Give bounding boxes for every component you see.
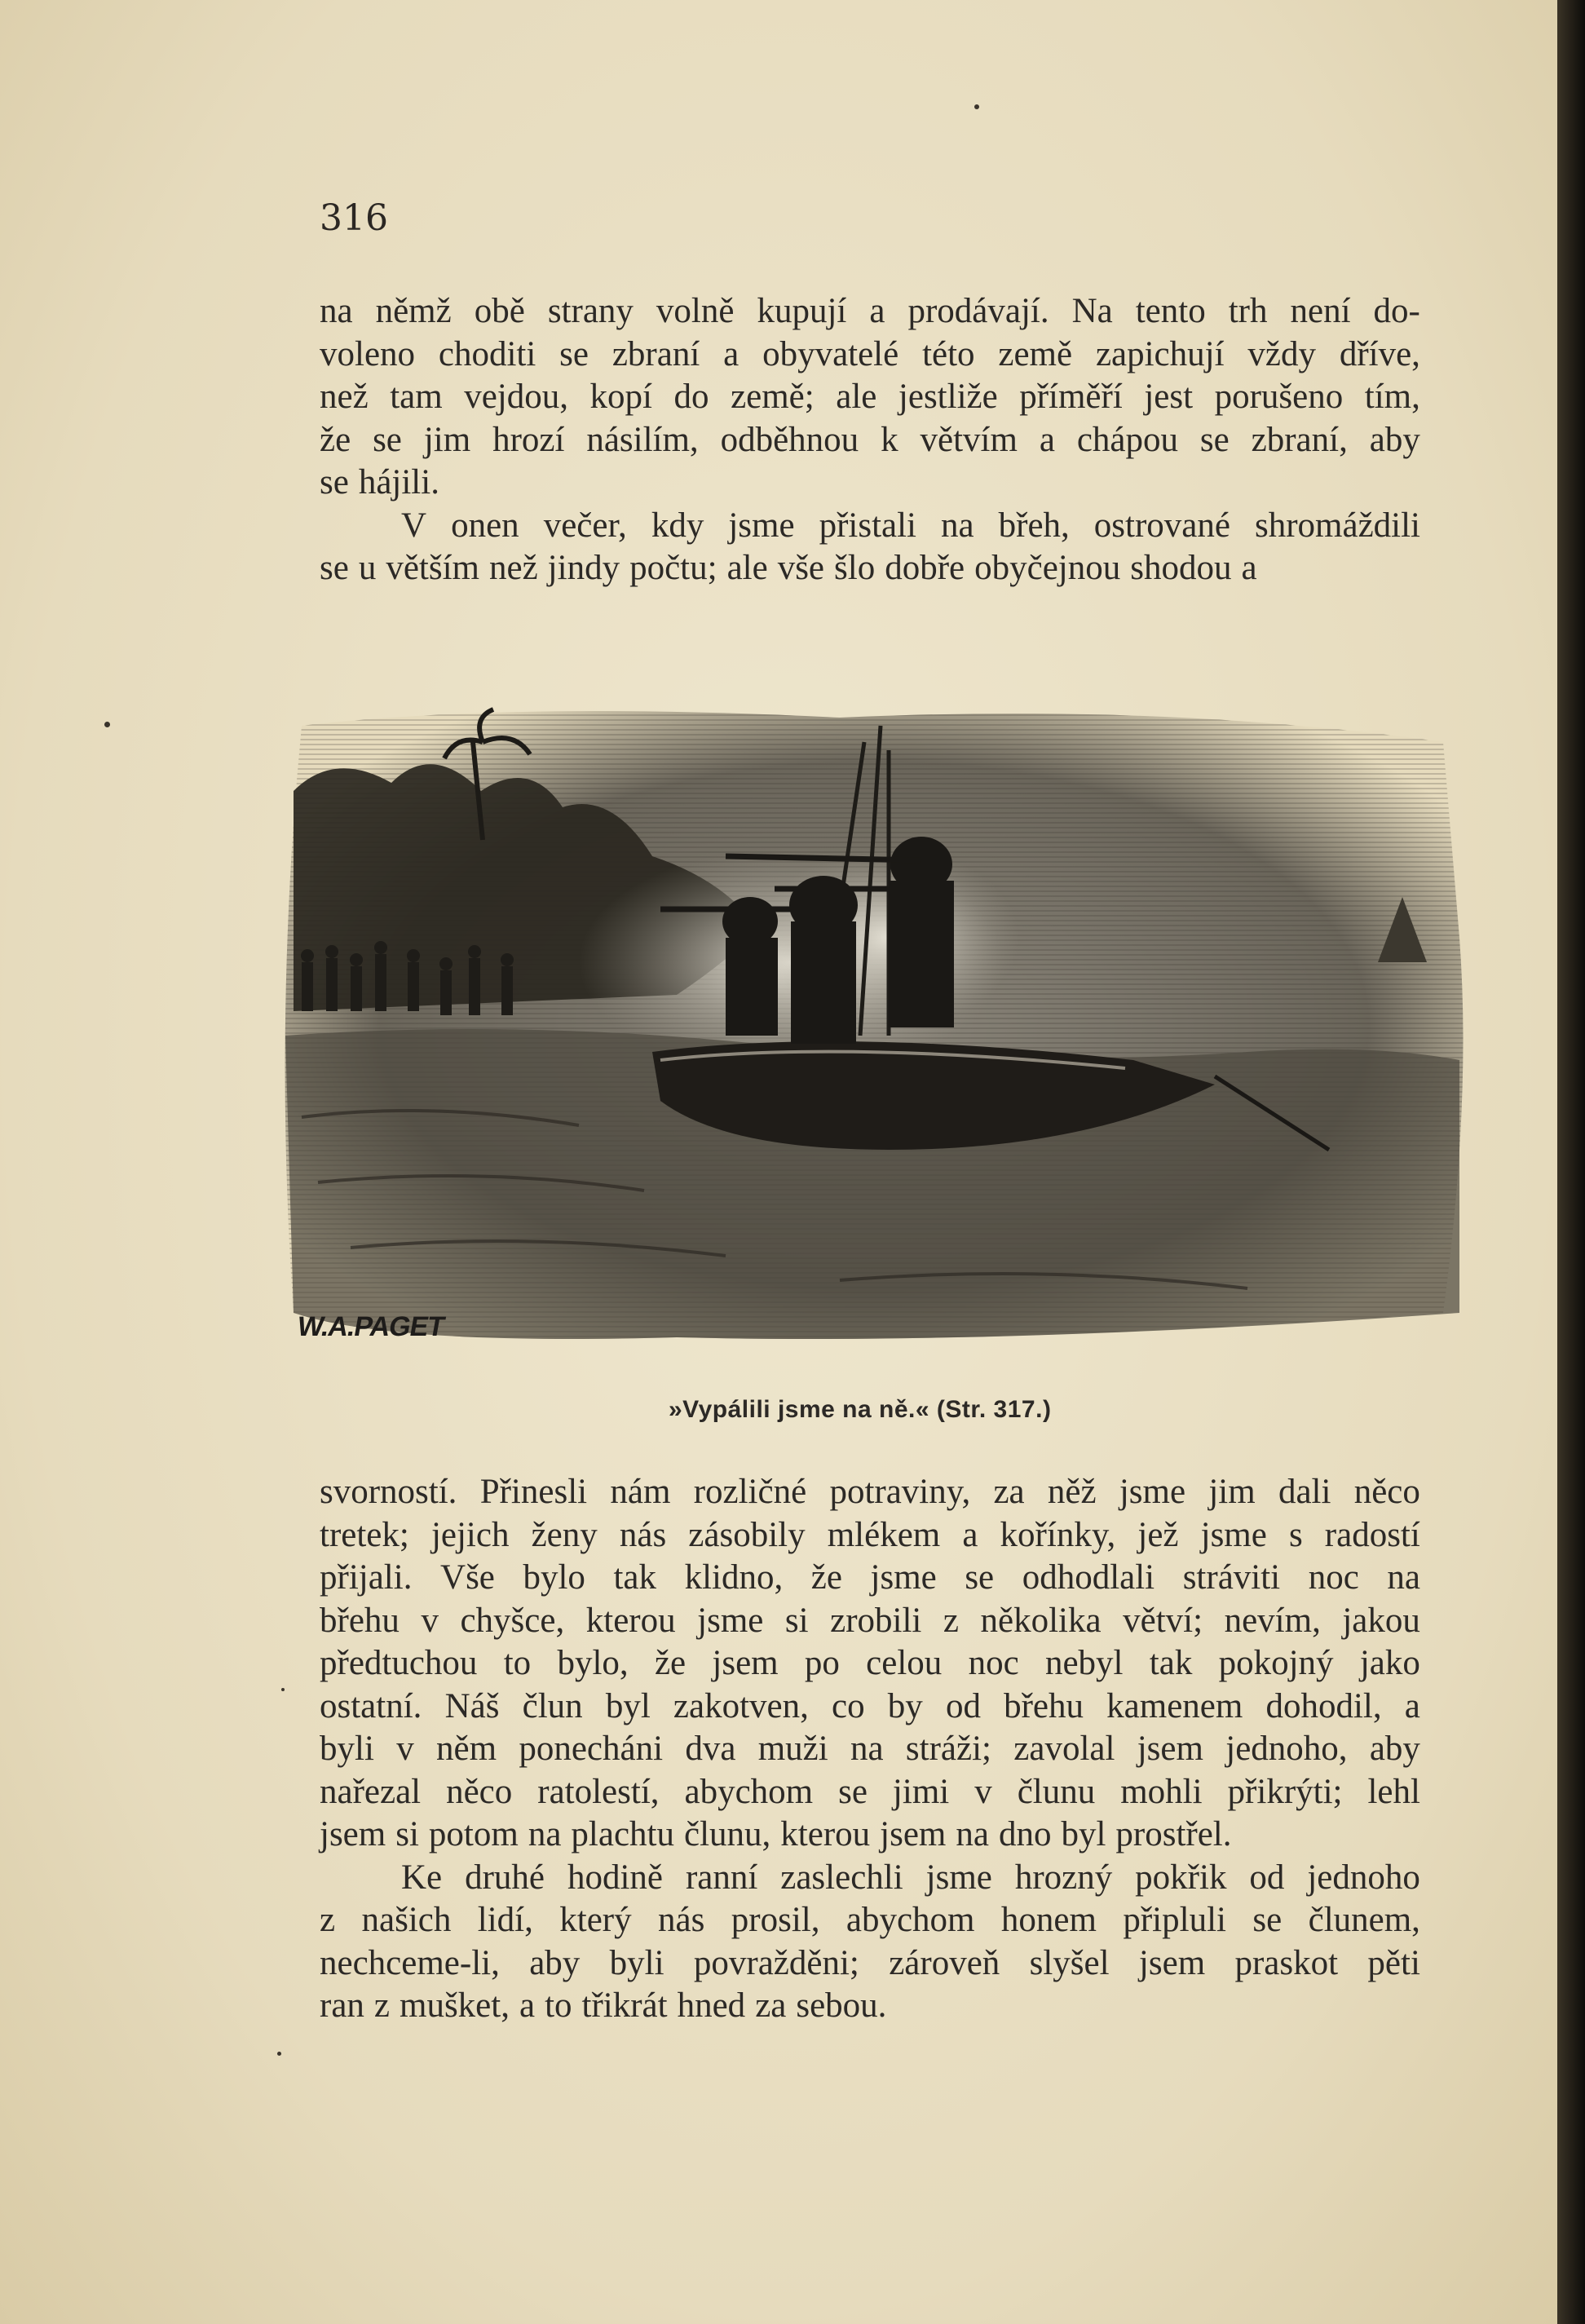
word: přikrýti; [1227,1772,1343,1811]
word: něm [436,1730,497,1768]
word: tak [1149,1644,1193,1682]
paper-speck [974,104,979,109]
word: noc [968,1644,1019,1682]
word: do [673,378,709,416]
text-line [320,1771,1420,1814]
word: abychom [684,1772,814,1811]
word: do- [1373,292,1420,330]
word: něco [1353,1473,1420,1511]
word: jsem [712,1644,779,1682]
text-line [320,334,1420,377]
word: z [373,1986,390,2025]
word: choditi [438,334,536,373]
word: potom [428,1815,519,1853]
word: zakotven, [673,1686,809,1725]
word: chyšce, [460,1601,565,1640]
text-line [320,1557,1420,1600]
book-gutter [1557,0,1585,2324]
word: vždy [1247,334,1316,373]
word: člun [522,1686,583,1725]
text-line [320,290,1420,334]
word: a [1039,420,1055,459]
word: ale [726,549,768,587]
text-line [320,1686,1420,1729]
word: vše [777,549,825,587]
word: bylo, [557,1644,629,1682]
word: honem [1000,1901,1097,1939]
word: večer, [543,506,627,545]
word: ostatní. [320,1686,422,1725]
text-line [320,1942,1420,1986]
word: za [993,1473,1025,1511]
word: prosil, [731,1901,820,1939]
word: a [1404,1686,1420,1725]
word: se [320,463,349,501]
word: voleno [320,334,416,373]
word: chápou [1076,420,1179,459]
word: po [804,1644,840,1682]
word: obě [474,292,525,330]
word: něž [1047,1473,1097,1511]
word: vejdou, [464,378,569,416]
text-line [320,376,1420,419]
word: zrobili [830,1601,922,1640]
word: ženy [531,1515,598,1554]
word: byl [1061,1815,1106,1853]
word: jestliže [898,378,998,416]
word: na [956,1815,989,1853]
word: větví; [1123,1601,1203,1640]
word: nebyl [1044,1644,1124,1682]
word: z [943,1601,959,1640]
word: celou [866,1644,943,1682]
word: shromáždili [1254,506,1420,545]
word: ratolestí, [537,1772,660,1811]
word: a [962,1515,978,1554]
word: potraviny, [829,1473,971,1511]
word: že [654,1644,687,1682]
word: to [503,1644,532,1682]
word: ranní [685,1858,758,1897]
word: v [396,1730,414,1768]
word: nám [610,1473,671,1511]
word: plachtu [571,1815,674,1853]
text-block-top [320,290,1420,590]
text-line [320,1471,1420,1514]
word: na [850,1730,884,1768]
word: než [489,549,538,587]
word: mušket, [400,1986,510,2025]
word: dva [685,1730,736,1768]
word: jsme [1119,1473,1186,1511]
word: na [941,506,974,545]
word: země; [731,378,815,416]
word: volně [656,292,735,330]
word: nevím, [1224,1601,1321,1640]
word: hrozí [492,420,565,459]
word: a [519,1986,536,2025]
word: nechceme-li, [320,1943,500,1982]
word: se [838,1772,868,1811]
word: byli [320,1730,374,1768]
word: jindy [547,549,620,587]
word: odběhnou [720,420,859,459]
word: aby [529,1943,581,1982]
word: dříve, [1339,334,1420,373]
word: kamenem [1106,1686,1243,1725]
word: lidí, [477,1901,533,1939]
word: Přinesli [479,1473,588,1511]
word: že [810,1558,842,1597]
word: v [421,1601,439,1640]
word: Ke [401,1858,443,1897]
word: nás [658,1901,705,1939]
text-line [320,1899,1420,1942]
word: zásobily [688,1515,806,1554]
word: si [395,1815,419,1853]
word: nás [619,1515,667,1554]
word: ran [320,1986,364,2025]
word: jednoho, [1225,1730,1348,1768]
word: tam [390,378,443,416]
paper-speck [281,1688,285,1691]
word: kořínky, [1000,1515,1116,1554]
word: na [320,292,353,330]
word: se [320,549,349,587]
word: šlo [834,549,876,587]
word: bylo [523,1558,585,1597]
word: stráviti [1182,1558,1281,1597]
word: hájili. [358,463,439,501]
word: obyčejnou [974,549,1121,587]
word: co [832,1686,865,1725]
word: kdy [651,506,704,545]
word: ponecháni [519,1730,664,1768]
word: na [528,1815,562,1853]
paper-speck [277,2052,281,2056]
word: jež [1137,1515,1179,1554]
text-line [320,1857,1420,1900]
word: onen [451,506,519,545]
word: od [945,1686,981,1725]
word: předtuchou [320,1644,478,1682]
word: jimi [892,1772,950,1811]
word: jsem [880,1815,947,1853]
word: kterou [780,1815,871,1853]
word: který [559,1901,632,1939]
page-number: 316 [320,197,388,239]
word: této [922,334,975,373]
word: pokojný [1218,1644,1334,1682]
word: že [320,420,351,459]
word: radostí [1324,1515,1420,1554]
word: v [974,1772,992,1811]
word: hned [677,1986,746,2025]
word: větším [386,549,479,587]
artist-signature: W.A.PAGET [294,1311,447,1342]
word: a [869,292,885,330]
word: muži [757,1730,828,1768]
word: jest [1144,378,1194,416]
word: z [320,1901,336,1939]
word: kterou [585,1601,676,1640]
word: člunu [1017,1772,1096,1811]
word: aby [1369,420,1420,459]
word: porušeno [1214,378,1344,416]
word: praskot [1234,1943,1339,1982]
word: třikrát [581,1986,668,2025]
word: se [965,1558,995,1597]
word: k [881,420,898,459]
word: zároveň [889,1943,1000,1982]
text-line [320,505,1420,548]
word: se [559,334,589,373]
word: mohli [1120,1772,1203,1811]
word: byli [609,1943,664,1982]
word: tretek; [320,1515,409,1554]
paper-speck [104,722,110,727]
word: břehu [320,1601,400,1640]
word: strany [547,292,634,330]
text-line [320,1600,1420,1643]
word: si [784,1601,809,1640]
word: a [723,334,740,373]
word: jakou [1342,1601,1420,1640]
word: se [1199,420,1230,459]
word: zapichují [1095,334,1225,373]
word: to [545,1986,572,2025]
word: jako [1359,1644,1420,1682]
word: tento [1135,292,1206,330]
word: za [755,1986,787,2025]
word: země [998,334,1073,373]
word: V [401,506,427,545]
word: Náš [444,1686,500,1725]
word: svorností. [320,1473,457,1511]
word: dohodil, [1265,1686,1382,1725]
word: abychom [845,1901,975,1939]
word: dobře [885,549,965,587]
word: s [1288,1515,1303,1554]
word: břehu [1004,1686,1084,1725]
text-block-bottom [320,1471,1420,2028]
word: ale [836,378,877,416]
engraving-illustration [269,693,1476,1354]
word: tím, [1364,378,1420,416]
word: dali [1278,1473,1331,1511]
word: několika [980,1601,1102,1640]
word: zbraní [611,334,700,373]
word: povražděni; [693,1943,859,1982]
word: od [1249,1858,1285,1897]
word: u [358,549,377,587]
word: rozličné [693,1473,807,1511]
word: prostřel. [1115,1815,1232,1853]
text-line [320,1985,1420,2028]
word: jim [423,420,471,459]
text-line [320,1514,1420,1557]
word: něco [446,1772,513,1811]
word: hodině [567,1858,663,1897]
word: Vše [440,1558,495,1597]
word: odhodlali [1022,1558,1155,1597]
word: sebou. [796,1986,887,2025]
word: člunu, [683,1815,771,1853]
word: zavolal [1013,1730,1115,1768]
word: pokřik [1135,1858,1227,1897]
text-line [320,1642,1420,1686]
word: jejich [430,1515,510,1554]
word: nařezal [320,1772,422,1811]
word: jsem [320,1815,386,1853]
word: zbraní, [1251,420,1348,459]
word: počtu; [629,549,717,587]
word: kopí [589,378,652,416]
word: němž [375,292,452,330]
illustration-scene [285,709,1464,1339]
word: obyvatelé [762,334,899,373]
word: jsme [728,506,795,545]
word: jsme [1200,1515,1267,1554]
word: slyšel [1029,1943,1110,1982]
word: zaslechli [780,1858,903,1897]
word: než [320,378,369,416]
word: prodávají. [907,292,1049,330]
word: pěti [1367,1943,1420,1982]
word: našich [361,1901,452,1939]
text-line [320,1814,1420,1857]
word: noc [1308,1558,1359,1597]
word: přijali. [320,1558,413,1597]
word: trh [1228,292,1268,330]
word: není [1290,292,1351,330]
text-line [320,419,1420,462]
illustration-caption: »Vypálili jsme na ně.« (Str. 317.) [669,1396,1052,1423]
word: mlékem [827,1515,941,1554]
word: lehl [1367,1772,1420,1811]
word: na [1387,1558,1420,1597]
word: by [887,1686,923,1725]
text-line [320,547,1420,590]
word: Na [1071,292,1113,330]
word: břeh, [998,506,1070,545]
word: se [373,420,402,459]
word: jsem [1137,1730,1203,1768]
word: větvím [920,420,1018,459]
word: násilím, [586,420,699,459]
word: stráži; [905,1730,991,1768]
word: ostrované [1093,506,1230,545]
text-line [320,462,1420,505]
word: klidno, [684,1558,784,1597]
word: jednoho [1307,1858,1420,1897]
word: jsem [1138,1943,1206,1982]
word: jsme [870,1558,937,1597]
word: tak [613,1558,657,1597]
word: byl [605,1686,651,1725]
word: druhé [465,1858,545,1897]
word: a [1241,549,1257,587]
word: jsme [697,1601,764,1640]
word: připluli [1123,1901,1226,1939]
word: shodou [1130,549,1232,587]
word: kupují [757,292,847,330]
word: jsme [925,1858,992,1897]
word: aby [1369,1730,1420,1768]
text-line [320,1728,1420,1771]
word: příměří [1019,378,1123,416]
word: přistali [819,506,916,545]
word: dno [998,1815,1052,1853]
word: jim [1208,1473,1256,1511]
word: se [1252,1901,1283,1939]
word: člunem, [1308,1901,1420,1939]
word: hrozný [1014,1858,1113,1897]
